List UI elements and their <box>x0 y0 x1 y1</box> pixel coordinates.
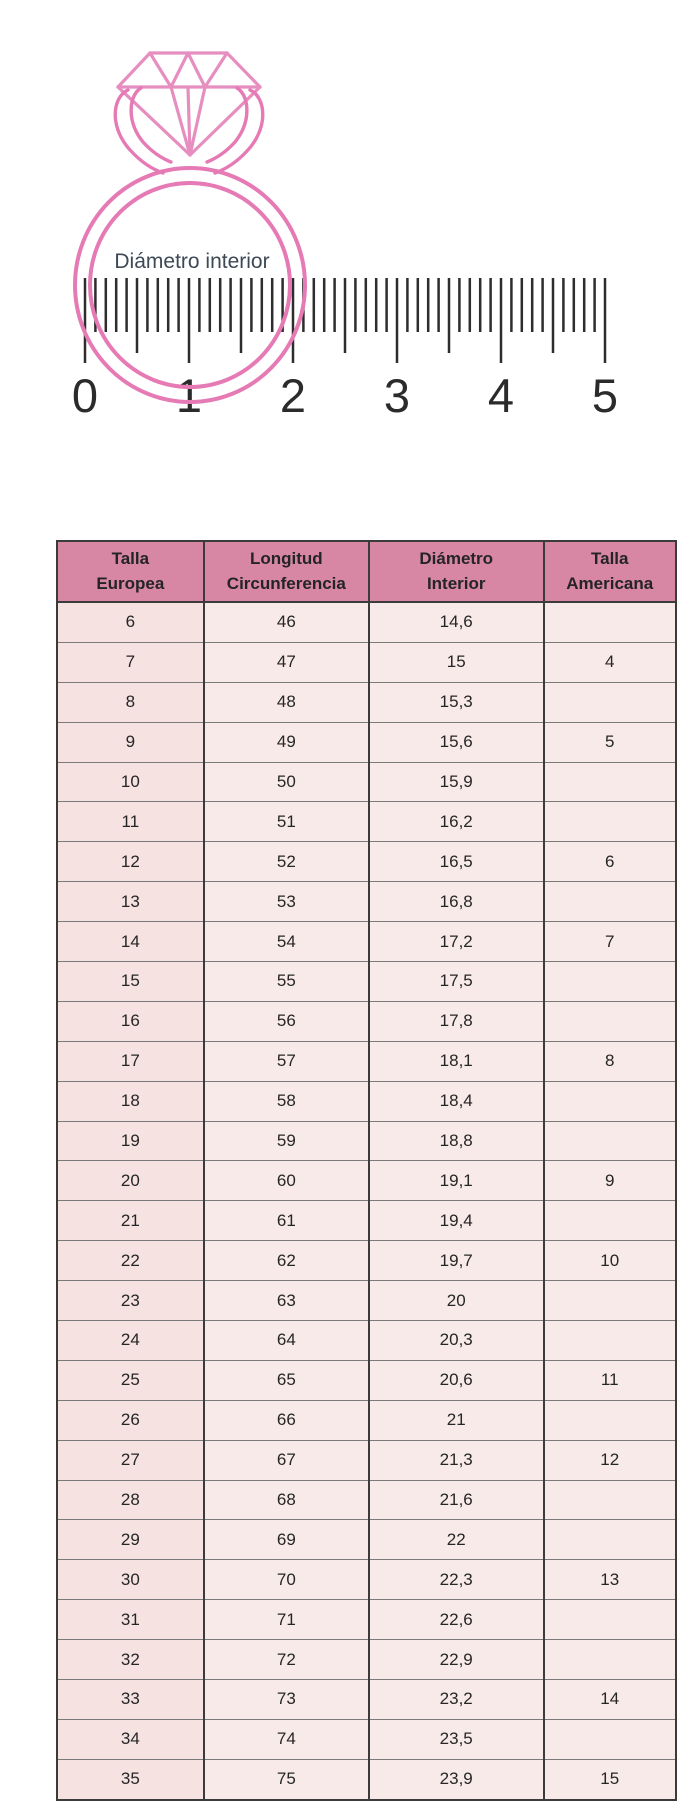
table-cell: 58 <box>204 1081 369 1121</box>
table-row <box>57 1719 676 1759</box>
table-row <box>57 1201 676 1241</box>
table-cell: 17,2 <box>369 922 544 962</box>
table-cell: 20 <box>369 1281 544 1321</box>
table-row <box>57 1640 676 1680</box>
table-cell <box>544 1201 677 1241</box>
table-cell: 14 <box>57 922 204 962</box>
table-row <box>57 1560 676 1600</box>
table-cell: 25 <box>57 1360 204 1400</box>
table-cell: 48 <box>204 682 369 722</box>
table-cell <box>544 1520 677 1560</box>
table-cell: 23,5 <box>369 1719 544 1759</box>
table-cell: 5 <box>544 722 677 762</box>
table-cell: 32 <box>57 1640 204 1680</box>
table-cell: 13 <box>57 882 204 922</box>
table-cell <box>544 1480 677 1520</box>
table-cell: 22,9 <box>369 1640 544 1680</box>
table-cell: 21 <box>57 1201 204 1241</box>
table-row <box>57 642 676 682</box>
table-cell: 17,8 <box>369 1001 544 1041</box>
table-cell: 16,8 <box>369 882 544 922</box>
table-cell: 29 <box>57 1520 204 1560</box>
ring-size-table <box>56 540 677 1801</box>
table-cell: 68 <box>204 1480 369 1520</box>
table-row <box>57 1759 676 1799</box>
table-cell: 55 <box>204 962 369 1002</box>
table-cell <box>544 1400 677 1440</box>
table-cell: 14,6 <box>369 602 544 642</box>
table-cell: 67 <box>204 1440 369 1480</box>
table-row <box>57 1480 676 1520</box>
table-row <box>57 1161 676 1201</box>
table-cell: 65 <box>204 1360 369 1400</box>
table-cell: 11 <box>57 802 204 842</box>
table-cell: 71 <box>204 1600 369 1640</box>
table-cell: 22 <box>57 1241 204 1281</box>
table-cell: 23 <box>57 1281 204 1321</box>
table-row <box>57 1001 676 1041</box>
table-row <box>57 762 676 802</box>
table-row <box>57 602 676 642</box>
table-cell: 30 <box>57 1560 204 1600</box>
table-row <box>57 1321 676 1361</box>
ruler-number: 2 <box>279 369 307 422</box>
table-cell: 15 <box>544 1759 677 1799</box>
column-header: Talla Americana <box>544 541 677 602</box>
table-cell: 15,3 <box>369 682 544 722</box>
table-cell <box>544 1121 677 1161</box>
table-header-row <box>57 541 676 602</box>
table-cell: 9 <box>544 1161 677 1201</box>
table-cell: 23,2 <box>369 1680 544 1720</box>
table-cell: 20 <box>57 1161 204 1201</box>
ring-size-illustration <box>0 0 689 430</box>
table-row <box>57 722 676 762</box>
table-cell: 47 <box>204 642 369 682</box>
table-cell <box>544 762 677 802</box>
table-cell: 23,9 <box>369 1759 544 1799</box>
table-cell: 16,2 <box>369 802 544 842</box>
table-row <box>57 1041 676 1081</box>
table-cell: 10 <box>57 762 204 802</box>
table-cell: 66 <box>204 1400 369 1440</box>
table-row <box>57 1360 676 1400</box>
table-row <box>57 802 676 842</box>
table-cell: 11 <box>544 1360 677 1400</box>
inner-diameter-label: Diámetro interior <box>114 250 270 273</box>
table-cell: 18,1 <box>369 1041 544 1081</box>
table-cell: 26 <box>57 1400 204 1440</box>
table-cell <box>544 882 677 922</box>
table-cell: 33 <box>57 1680 204 1720</box>
table-cell: 22,3 <box>369 1560 544 1600</box>
table-row <box>57 1281 676 1321</box>
table-row <box>57 962 676 1002</box>
table-row <box>57 1680 676 1720</box>
table-cell: 15,9 <box>369 762 544 802</box>
table-cell: 60 <box>204 1161 369 1201</box>
table-cell: 51 <box>204 802 369 842</box>
table-cell: 15 <box>57 962 204 1002</box>
table-row <box>57 1600 676 1640</box>
table-cell <box>544 1281 677 1321</box>
table-cell: 73 <box>204 1680 369 1720</box>
table-cell <box>544 1321 677 1361</box>
table-cell: 12 <box>57 842 204 882</box>
table-row <box>57 1520 676 1560</box>
table-cell: 24 <box>57 1321 204 1361</box>
table-cell: 20,3 <box>369 1321 544 1361</box>
table-cell: 19,4 <box>369 1201 544 1241</box>
table-cell: 75 <box>204 1759 369 1799</box>
table-cell: 63 <box>204 1281 369 1321</box>
ruler-number: 0 <box>71 369 99 422</box>
table-cell: 17,5 <box>369 962 544 1002</box>
table-cell: 18,8 <box>369 1121 544 1161</box>
table-row <box>57 1400 676 1440</box>
table-cell: 18 <box>57 1081 204 1121</box>
table-cell: 19,1 <box>369 1161 544 1201</box>
column-header: Diámetro Interior <box>369 541 544 602</box>
ruler <box>72 278 618 422</box>
table-cell <box>544 682 677 722</box>
table-cell <box>544 1640 677 1680</box>
table-row <box>57 1440 676 1480</box>
table-cell: 50 <box>204 762 369 802</box>
ring-size-table-container <box>56 540 677 1801</box>
table-cell <box>544 962 677 1002</box>
table-cell: 53 <box>204 882 369 922</box>
table-cell: 22,6 <box>369 1600 544 1640</box>
table-cell: 6 <box>544 842 677 882</box>
table-cell: 6 <box>57 602 204 642</box>
ruler-number: 4 <box>487 369 515 422</box>
table-row <box>57 882 676 922</box>
table-cell: 54 <box>204 922 369 962</box>
table-cell <box>544 1600 677 1640</box>
table-row <box>57 682 676 722</box>
table-row <box>57 1081 676 1121</box>
table-cell: 14 <box>544 1680 677 1720</box>
table-cell: 69 <box>204 1520 369 1560</box>
ruler-number: 5 <box>591 369 619 422</box>
table-cell: 57 <box>204 1041 369 1081</box>
table-cell: 49 <box>204 722 369 762</box>
table-cell: 31 <box>57 1600 204 1640</box>
table-cell: 62 <box>204 1241 369 1281</box>
column-header: Talla Europea <box>57 541 204 602</box>
table-cell: 56 <box>204 1001 369 1041</box>
ruler-ticks <box>85 278 605 363</box>
table-cell: 12 <box>544 1440 677 1480</box>
table-cell: 21 <box>369 1400 544 1440</box>
table-cell: 17 <box>57 1041 204 1081</box>
table-cell <box>544 1081 677 1121</box>
table-cell <box>544 1719 677 1759</box>
table-cell: 8 <box>57 682 204 722</box>
table-cell: 9 <box>57 722 204 762</box>
table-cell: 20,6 <box>369 1360 544 1400</box>
table-cell: 15,6 <box>369 722 544 762</box>
table-cell: 8 <box>544 1041 677 1081</box>
table-cell: 19 <box>57 1121 204 1161</box>
table-cell: 21,6 <box>369 1480 544 1520</box>
ruler-number: 1 <box>175 369 203 422</box>
table-cell: 52 <box>204 842 369 882</box>
table-cell: 16 <box>57 1001 204 1041</box>
table-cell: 22 <box>369 1520 544 1560</box>
table-row <box>57 922 676 962</box>
table-cell: 70 <box>204 1560 369 1600</box>
table-cell: 19,7 <box>369 1241 544 1281</box>
table-cell: 4 <box>544 642 677 682</box>
table-cell: 7 <box>57 642 204 682</box>
ruler-number: 3 <box>383 369 411 422</box>
table-row <box>57 1241 676 1281</box>
table-cell: 64 <box>204 1321 369 1361</box>
table-cell: 46 <box>204 602 369 642</box>
table-cell: 21,3 <box>369 1440 544 1480</box>
table-cell: 72 <box>204 1640 369 1680</box>
table-cell: 10 <box>544 1241 677 1281</box>
table-row <box>57 842 676 882</box>
table-cell: 61 <box>204 1201 369 1241</box>
table-cell: 35 <box>57 1759 204 1799</box>
table-row <box>57 1121 676 1161</box>
table-cell: 16,5 <box>369 842 544 882</box>
table-cell <box>544 602 677 642</box>
table-body <box>57 602 676 1800</box>
table-cell: 74 <box>204 1719 369 1759</box>
table-cell: 28 <box>57 1480 204 1520</box>
table-cell: 27 <box>57 1440 204 1480</box>
column-header: Longitud Circunferencia <box>204 541 369 602</box>
table-cell: 18,4 <box>369 1081 544 1121</box>
table-cell: 59 <box>204 1121 369 1161</box>
table-cell <box>544 1001 677 1041</box>
table-cell: 13 <box>544 1560 677 1600</box>
table-cell: 34 <box>57 1719 204 1759</box>
table-cell: 15 <box>369 642 544 682</box>
table-cell <box>544 802 677 842</box>
table-cell: 7 <box>544 922 677 962</box>
